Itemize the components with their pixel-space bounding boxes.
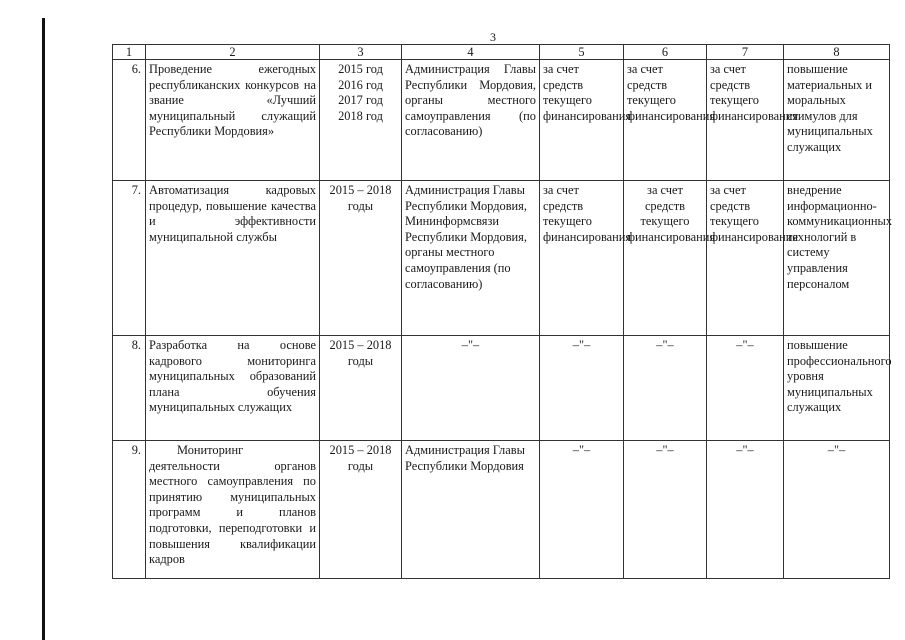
header-cell: 4: [402, 45, 540, 60]
table-header-row: [113, 45, 890, 60]
event-cell: Автоматизация кадровых процедур, повышение качества и эффективности муниципальной службы: [146, 181, 320, 336]
result-cell: повышение профессионального уровня муниципальных служащих: [784, 336, 890, 441]
event-cell: Проведение ежегодных республиканских конкурсов на звание «Лучший муниципальный служащий Республики Мордовия»: [146, 60, 320, 181]
table-row: [113, 336, 890, 441]
funding-cell: –"–: [707, 336, 784, 441]
years-cell: 2015 – 2018 годы: [320, 336, 402, 441]
row-number: 9.: [113, 441, 146, 579]
header-cell: 1: [113, 45, 146, 60]
program-table: [112, 44, 893, 579]
years-cell: 2015 – 2018 годы: [320, 441, 402, 579]
years-cell: 2015 год 2016 год 2017 год 2018 год: [320, 60, 402, 181]
row-number: 8.: [113, 336, 146, 441]
left-margin-line: [42, 18, 45, 640]
row-number: 6.: [113, 60, 146, 181]
funding-cell: –"–: [624, 336, 707, 441]
executor-cell: –"–: [402, 336, 540, 441]
funding-cell: за счет средств текущего финансирования: [624, 60, 707, 181]
result-cell: повышение материальных и моральных стимулов для муниципальных служащих: [784, 60, 890, 181]
executor-cell: Администрация Главы Республики Мордовия: [402, 441, 540, 579]
row-number: 7.: [113, 181, 146, 336]
years-cell: 2015 – 2018 годы: [320, 181, 402, 336]
funding-cell: –"–: [707, 441, 784, 579]
result-cell: внедрение информационно-коммуникационных технологий в систему управления персоналом: [784, 181, 890, 336]
executor-cell: Администрация Главы Республики Мордовия, органы местного самоуправления (по согласованию): [402, 60, 540, 181]
funding-cell: за счет средств текущего финансирования: [540, 181, 624, 336]
funding-cell: за счет средств текущего финансирования: [707, 181, 784, 336]
table-row: [113, 181, 890, 336]
event-cell: Разработка на основе кадрового мониторинга муниципальных образований плана обучения муниципальных служащих: [146, 336, 320, 441]
table-row: [113, 441, 890, 579]
result-cell: –"–: [784, 441, 890, 579]
table-row: [113, 60, 890, 181]
funding-cell: за счет средств текущего финансирования: [624, 181, 707, 336]
header-cell: 6: [624, 45, 707, 60]
page-number: 3: [490, 30, 496, 44]
executor-cell: Администрация Главы Республики Мордовия, Мининформсвязи Республики Мордовия, органы местного самоуправления (по согласованию): [402, 181, 540, 336]
header-cell: 2: [146, 45, 320, 60]
funding-cell: –"–: [540, 336, 624, 441]
funding-cell: за счет средств текущего финансирования: [707, 60, 784, 181]
header-cell: 7: [707, 45, 784, 60]
funding-cell: за счет средств текущего финансирования: [540, 60, 624, 181]
event-cell: Мониторинг деятельности органов местного самоуправления по принятию муниципальных программ и планов подготовки, переподготовки и повышения квалификации кадров: [146, 441, 320, 579]
funding-cell: –"–: [624, 441, 707, 579]
funding-cell: –"–: [540, 441, 624, 579]
header-cell: 8: [784, 45, 890, 60]
header-cell: 3: [320, 45, 402, 60]
header-cell: 5: [540, 45, 624, 60]
